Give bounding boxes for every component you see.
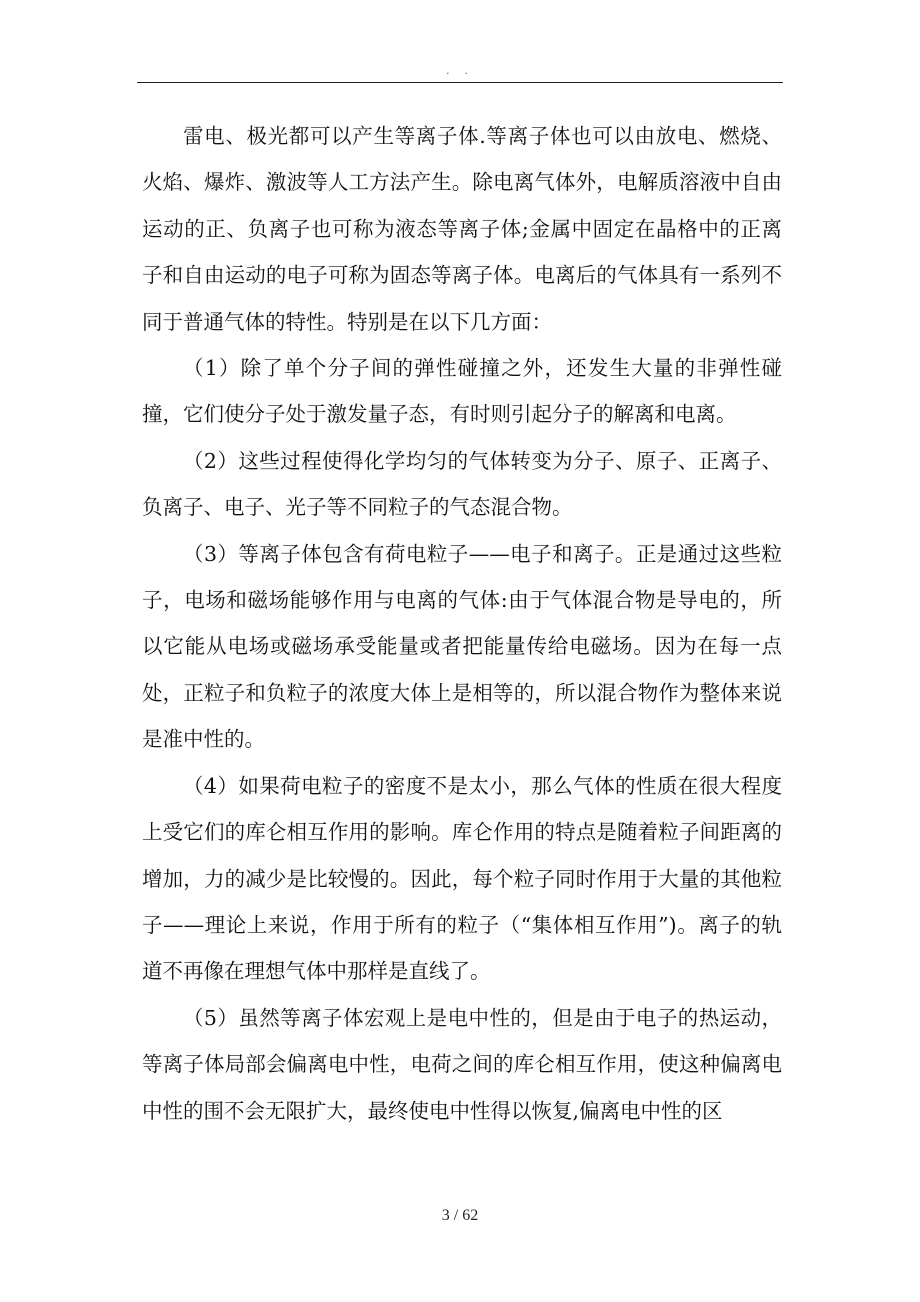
paragraph-point-1: （1）除了单个分子间的弹性碰撞之外，还发生大量的非弹性碰撞，它们使分子处于激发量子态，有时则引起分子的解离和电离。 [142,356,782,427]
paragraph-point-3: （3）等离子体包含有荷电粒子——电子和离子。正是通过这些粒子，电场和磁场能够作用与电离的气体:由于气体混合物是导电的，所以它能从电场或磁场承受能量或者把能量传给电磁场。因为在每一点处，正粒子和负粒子的浓度大体上是相等的，所以混合物作为整体来说是准中性的。 [142,541,782,752]
paragraph-point-2: （2）这些过程使得化学均匀的气体转变为分子、原子、正离子、负离子、电子、光子等不同粒子的气态混合物。 [142,448,782,520]
header-marks: . . [446,66,474,77]
document-body [142,113,782,1134]
paragraph-point-4: （4）如果荷电粒子的密度不是太小，那么气体的性质在很大程度上受它们的库仑相互作用的影响。库仑作用的特点是随着粒子间距离的增加，力的减少是比较慢的。因此，每个粒子同时作用于大量的其他粒子——理论上来说，作用于所有的粒子（“集体相互作用”)。离子的轨道不再像在理想气体中那样是直线了。 [142,773,782,984]
header-divider [137,82,783,83]
paragraph-point-5: （5）虽然等离子体宏观上是电中性的，但是由于电子的热运动，等离子体局部会偏离电中性，电荷之间的库仑相互作用，使这种偏离电中性的围不会无限扩大，最终使电中性得以恢复,偏离电中性的区 [142,1005,782,1123]
page-number: 3 / 62 [441,1207,479,1224]
paragraph-intro: 雷电、极光都可以产生等离子体.等离子体也可以由放电、燃烧、火焰、爆炸、激波等人工方法产生。除电离气体外，电解质溶液中自由运动的正、负离子也可称为液态等离子体;金属中固定在晶格中的正离子和自由运动的电子可称为固态等离子体。电离后的气体具有一系列不同于普通气体的特性。特别是在以下几方面： [142,124,782,334]
